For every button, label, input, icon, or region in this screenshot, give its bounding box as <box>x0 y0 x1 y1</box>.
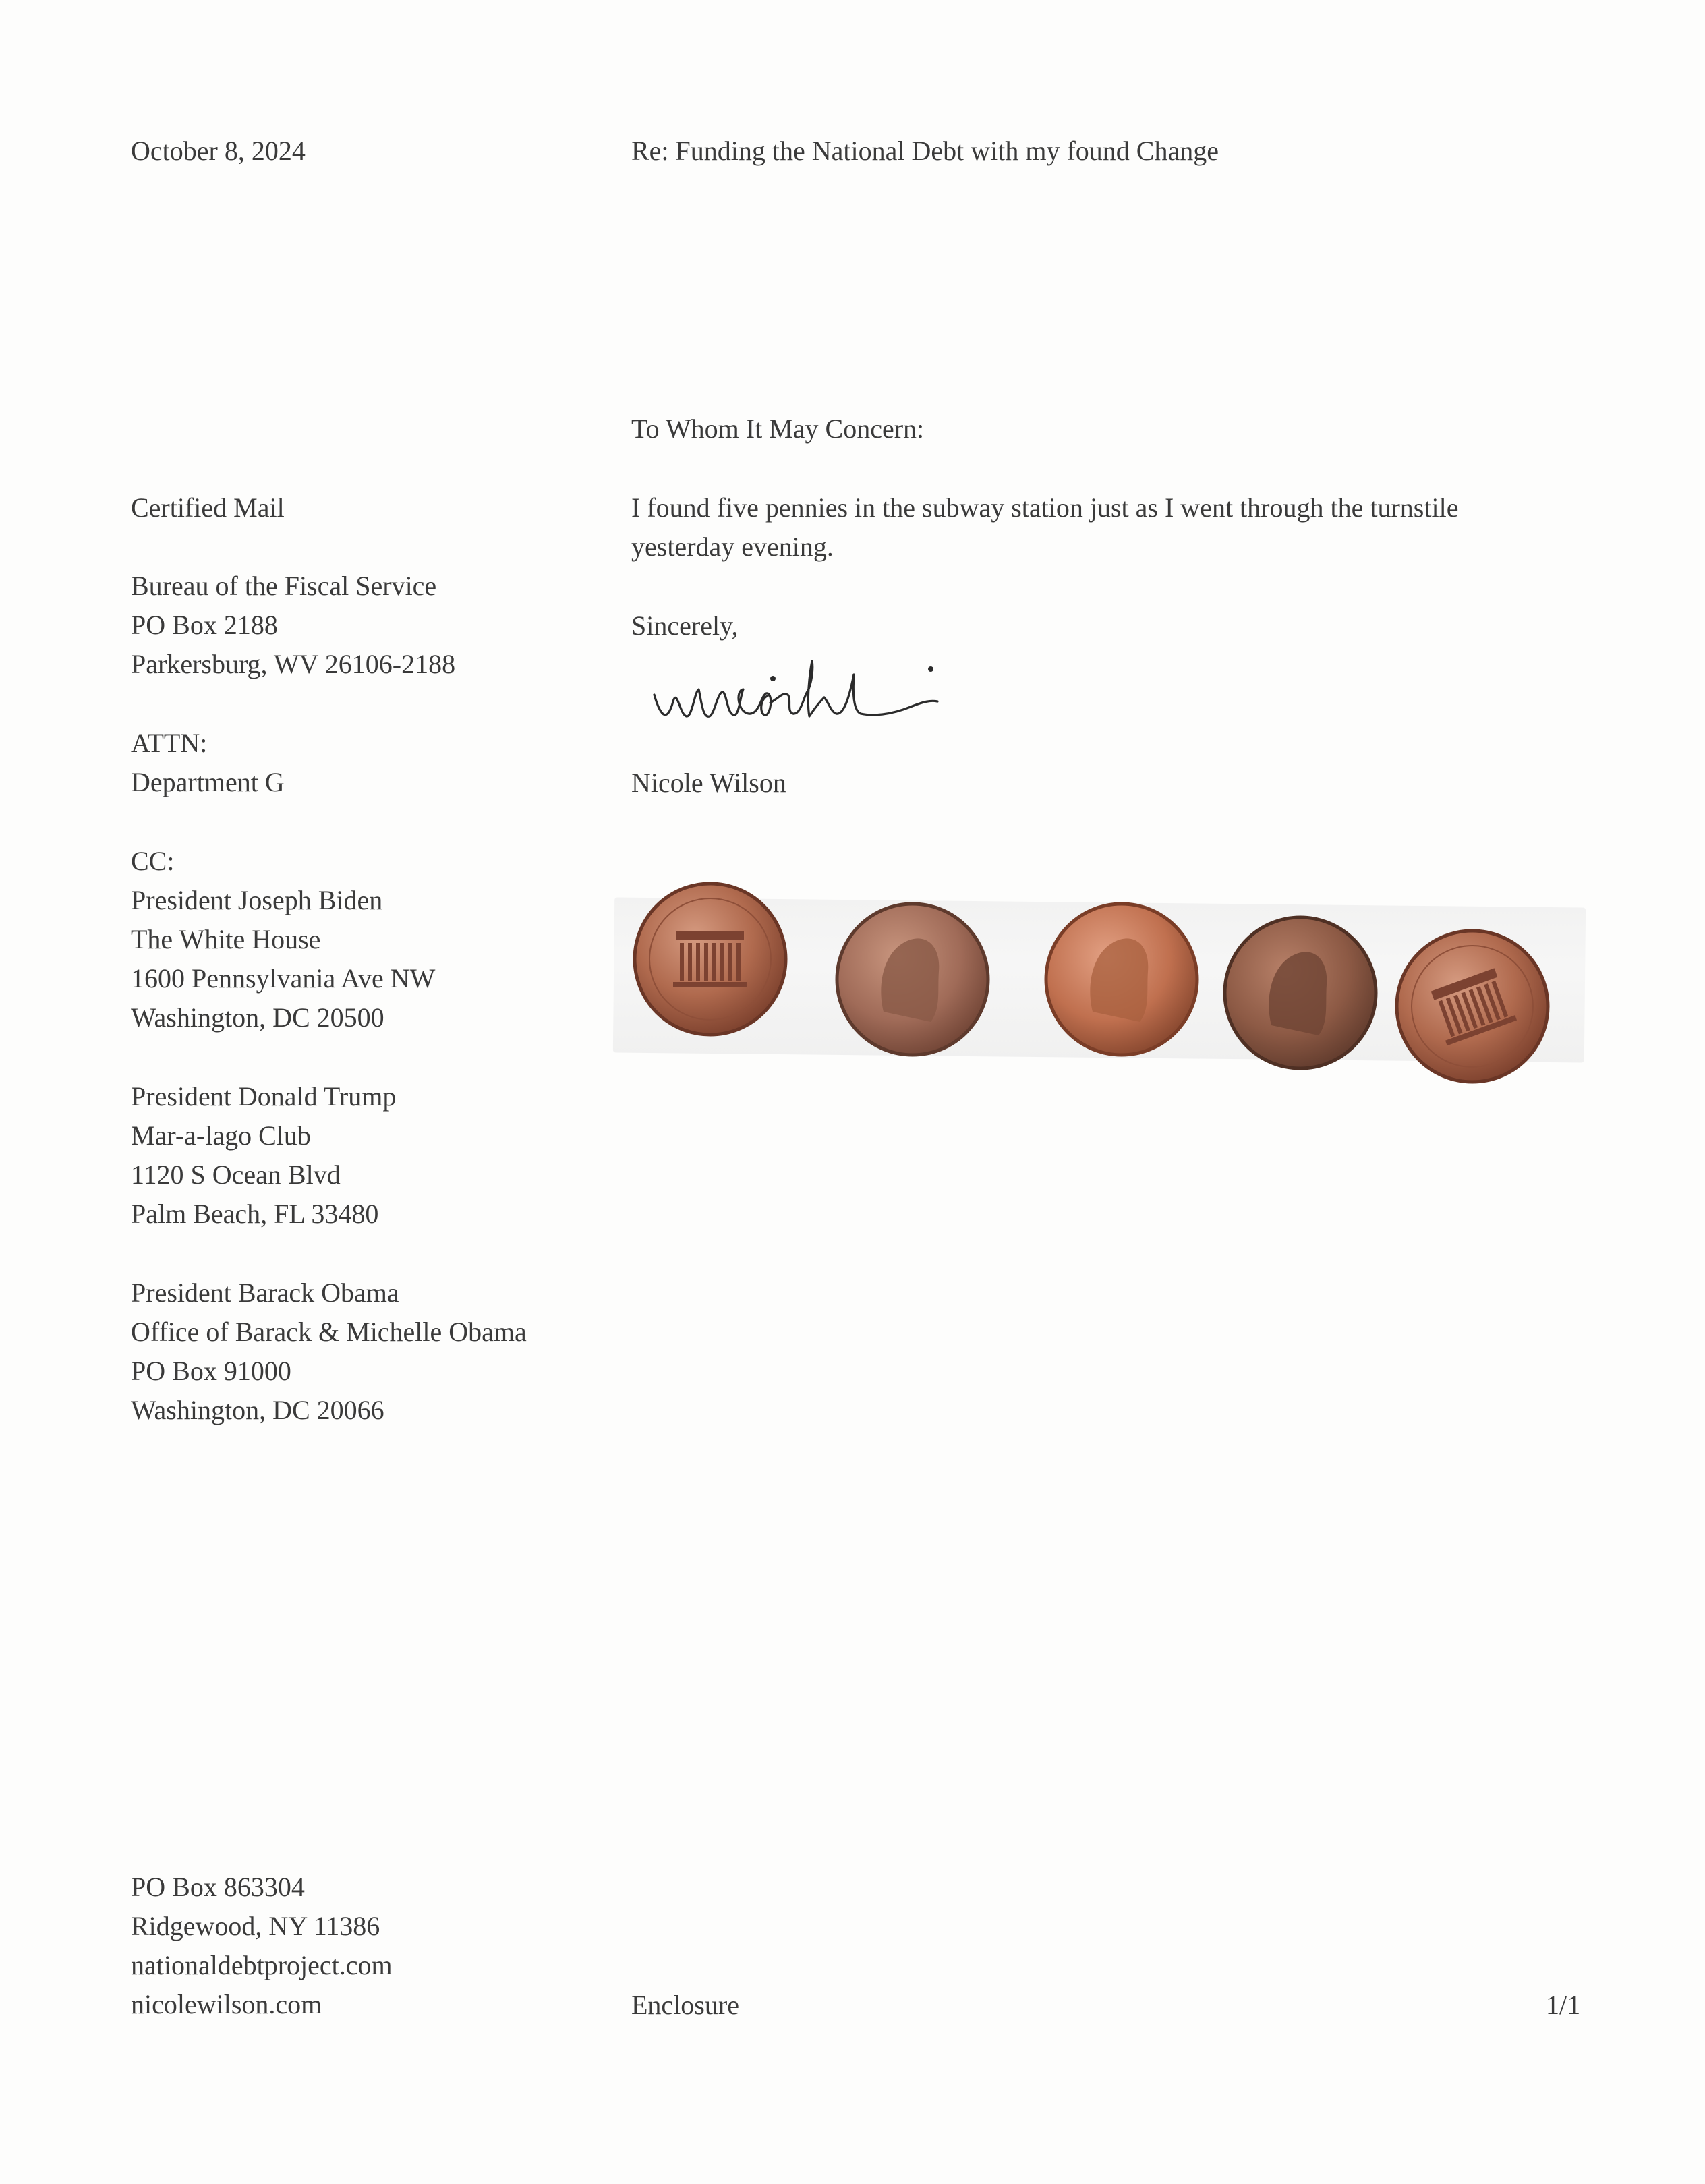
website-link[interactable]: nicolewilson.com <box>131 1989 322 2019</box>
certified-mail-label: Certified Mail <box>131 492 285 523</box>
penny-obverse-2 <box>837 904 988 1055</box>
penny-obverse-4 <box>1225 917 1376 1068</box>
address-line: Office of Barack & Michelle Obama <box>131 1317 527 1347</box>
address-line: The White House <box>131 924 321 954</box>
signer-name: Nicole Wilson <box>631 768 786 798</box>
page-number: 1/1 <box>1546 1990 1581 2020</box>
address-line: Mar-a-lago Club <box>131 1120 311 1151</box>
address-line: PO Box 91000 <box>131 1356 291 1386</box>
address-line: PO Box 863304 <box>131 1872 305 1902</box>
address-line: Parkersburg, WV 26106-2188 <box>131 649 456 679</box>
footer-address <box>131 1868 393 2024</box>
address-line: Ridgewood, NY 11386 <box>131 1911 380 1941</box>
letter-body: I found five pennies in the subway station just as I went through the turnstile yesterday evening. <box>631 492 1459 562</box>
cc-address <box>131 881 435 1037</box>
address-line: Washington, DC 20066 <box>131 1395 384 1425</box>
cc-address <box>131 1273 527 1430</box>
penny-obverse-3 <box>1046 904 1197 1055</box>
cc-address <box>131 1077 396 1234</box>
attn-label: ATTN: <box>131 728 208 758</box>
attn-department: Department G <box>131 767 285 797</box>
penny-reverse-5 <box>1397 931 1548 1082</box>
letter-date: October 8, 2024 <box>131 136 306 166</box>
penny-reverse-1 <box>635 884 786 1035</box>
letter-subject: Re: Funding the National Debt with my found Change <box>631 136 1219 166</box>
address-line: Palm Beach, FL 33480 <box>131 1199 379 1229</box>
closing: Sincerely, <box>631 610 739 641</box>
cc-label: CC: <box>131 846 175 876</box>
attention-block <box>131 724 285 802</box>
address-line: President Donald Trump <box>131 1081 397 1112</box>
website-link[interactable]: nationaldebtproject.com <box>131 1950 393 1980</box>
enclosure-label: Enclosure <box>631 1990 739 2020</box>
greeting: To Whom It May Concern: <box>631 413 925 444</box>
address-line: Washington, DC 20500 <box>131 1002 384 1033</box>
address-line: Bureau of the Fiscal Service <box>131 571 437 601</box>
address-line: PO Box 2188 <box>131 610 278 640</box>
address-line: President Barack Obama <box>131 1277 399 1308</box>
address-line: President Joseph Biden <box>131 885 383 915</box>
address-line: 1120 S Ocean Blvd <box>131 1159 341 1190</box>
recipient-address <box>131 567 455 684</box>
address-line: 1600 Pennsylvania Ave NW <box>131 963 436 994</box>
handwritten-signature <box>647 654 985 735</box>
